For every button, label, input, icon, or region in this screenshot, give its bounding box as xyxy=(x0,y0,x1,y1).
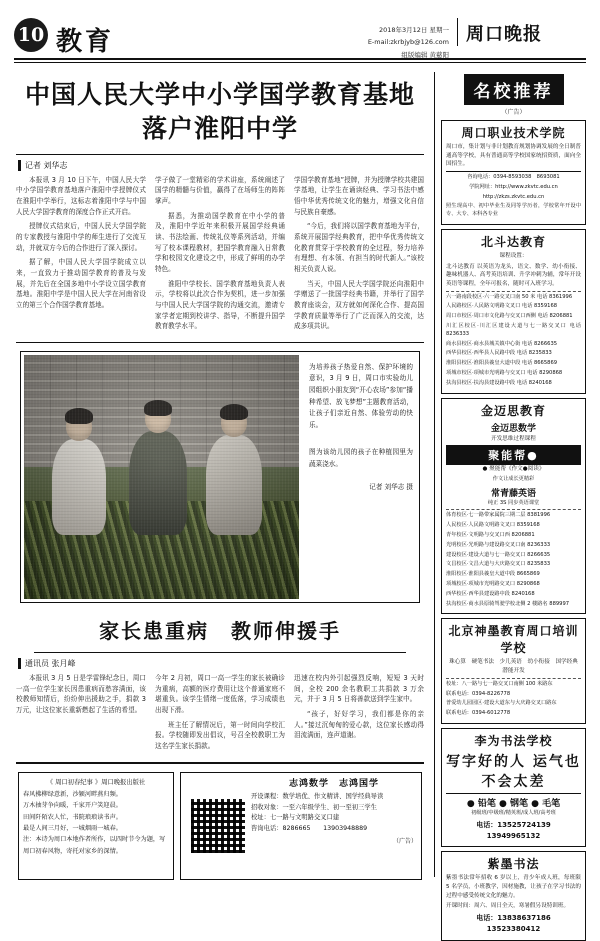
rail-item-beijing-shenmo-school[interactable] xyxy=(441,618,586,724)
ad-phone[interactable]: 联系电话：0394-8226778 xyxy=(446,690,511,697)
lead-body xyxy=(16,175,424,336)
ad-paragraph: 紫墨书法常年招收 6 岁以上，青少年成人班，每班限 5 名学员，小班教学，因材施教，让孩子在学习书法的过程中感受传统文化的魅力。 xyxy=(446,875,581,899)
poem-line: 最是人间三月好，一城烟雨一城春。 xyxy=(23,825,122,833)
poem-title: 《 周口初春纪事 》周口晚报出版社 xyxy=(46,778,146,786)
ad-item: ● 铅笔 ● 钢笔 ● 毛笔 xyxy=(466,798,561,809)
ad-line: 开设课程：数学培优、作文精讲、国学经典导读 xyxy=(251,792,384,800)
poem-line: 田间阡陌农人忙，书院琅琅读书声。 xyxy=(23,813,122,821)
divider xyxy=(446,509,581,510)
ad-branch[interactable]: 项城校区·项城市光明路交叉口 8290868 xyxy=(446,581,540,588)
ad-branch[interactable]: 西华县校区·西华县人民路中段 电话 8235833 xyxy=(446,350,552,357)
ad-branch[interactable]: 淮阳校区·淮阳县羲皇大道中段 8665869 xyxy=(446,571,540,578)
ad-branch[interactable]: 建设校区·建设大道与七一路交叉口 8266635 xyxy=(446,551,551,558)
ad-classes: 初级班/中级班/精英班/成人班/高考班 xyxy=(471,809,556,816)
paper-name: 周口晚报 xyxy=(466,24,542,45)
ad-courses: 珠心算 硬笔书法 少儿英语 幼小衔接 国学经典 潜能开发 xyxy=(449,659,584,675)
page-number: 10 xyxy=(14,18,48,52)
poem-box xyxy=(18,772,174,880)
date-line: 2018年3月12日 星期一 xyxy=(378,26,449,34)
divider-bold xyxy=(16,762,424,764)
divider xyxy=(446,678,581,679)
bottom-blocks xyxy=(18,772,422,880)
ad-branch[interactable]: 商水县校区·商水县城关镇中心街 电话 8266635 xyxy=(446,340,558,347)
ad-item: 常青藤英语 xyxy=(490,488,536,499)
photo-caption xyxy=(309,362,413,494)
ad-branch[interactable]: 体育校区·七一路带家属院三期二层 8381996 xyxy=(446,512,551,519)
ad-slogan: 写字好的人 运气也不会太差 xyxy=(446,753,581,790)
ad-title: 北斗达教育 xyxy=(480,234,546,249)
paragraph: 学国学教育基地”授牌，并为授牌学校共建国学基地，让学生在诵读经典、学习书法中感悟中华优秀传统文化的魅力，增强文化自信与民族自豪感。 xyxy=(294,175,424,216)
paragraph: 学子做了一堂精彩的学术讲座，系统阐述了国学的精髓与价值，赢得了在场师生的阵阵掌声。 xyxy=(155,175,285,205)
advertisement-box[interactable] xyxy=(180,772,422,880)
divider xyxy=(446,171,581,172)
caption-credit: 记者 刘华志 摄 xyxy=(369,483,413,492)
news-photo xyxy=(24,355,299,599)
lead-column-1 xyxy=(16,175,146,336)
paragraph: 本报讯 3 月 10 日下午，中国人民大学中小学国学教育基地落户淮阳中学授牌仪式在淮阳中学举行，这标志着淮阳中学与中国人民大学国学教育的深度合作正式开启。 xyxy=(16,175,146,216)
ad-phone[interactable]: 咨询电话：8286665 13903948889 xyxy=(251,825,368,833)
rail-item-liweishu-calligraphy-school[interactable] xyxy=(441,728,586,847)
masthead-rule xyxy=(14,58,586,60)
ad-branch[interactable]: 文昌校区·文昌大道与大庆路交叉口 8235833 xyxy=(446,561,551,568)
rail-item-zhoukou-vocational[interactable] xyxy=(441,120,586,225)
ad-website-alt[interactable]: http://zkzs.zkvtc.edu.cn xyxy=(482,193,545,200)
ad-title: 李为书法学校 xyxy=(474,733,553,748)
lead-byline: 记者 刘华志 xyxy=(18,160,426,171)
ad-phone[interactable]: 电话：13525724139 13949965132 xyxy=(476,820,558,840)
ad-branch[interactable]: 人民校区·人民路文明路文叉口 8359168 xyxy=(446,522,540,529)
ad-brand-badge: 聚能帮● xyxy=(446,445,581,465)
poem-line: 万木抽芽争向暖，千家开户笑迎晨。 xyxy=(23,802,122,810)
paragraph: 当天，中国人民大学国学院还向淮阳中学赠送了一批国学经典书籍，并举行了国学教育座谈会，双方就如何深化合作、提高国学教育质量等举行了广泛而深入的交流，达成多项共识。 xyxy=(294,279,424,331)
second-column-1 xyxy=(16,673,146,756)
ad-phone[interactable]: 联系电话：0394-6012778 xyxy=(446,710,511,717)
ad-item: 开发思维过程课程 xyxy=(491,435,536,442)
masthead xyxy=(14,18,586,68)
qr-code[interactable] xyxy=(191,799,245,853)
rail-title-text: 名校推荐 xyxy=(464,74,564,105)
ad-item: 作文让成长更精彩 xyxy=(492,475,535,482)
paragraph: 今年 2 月初，周口一高一学生的家长被确诊为重病，高额的医疗费用让这个普通家庭不堪重负。该学生情绪一度低落，学习成绩也出现下滑。 xyxy=(155,673,285,714)
paragraph: 据了解，中国人民大学国学院成立以来，一直致力于推动国学教育的普及与发展，并先后在全国多地中小学设立国学教育基地。淮阳中学是中国人民大学在河南省设立的第三个合作国学教育基地。 xyxy=(16,258,146,309)
ad-paragraph: 周口市，集计划与非计划教育规划协调发展的全日制普通高等学校，具有普通高等学校国家统招资质，面向全国招生。 xyxy=(446,144,581,168)
paragraph: 班主任了解情况后，第一时间向学校汇报。学校随即发出倡议，号召全校教职工为这名学生家长捐款。 xyxy=(155,720,285,750)
ad-contact[interactable]: 咨询电话：0394-8593038 8693081 xyxy=(467,173,560,180)
ad-branch[interactable]: 光明校区·光明路与建设路交叉口南 8236333 xyxy=(446,541,551,548)
ad-branch[interactable]: 周口市校区·周口市文化路与交叉口西侧 电话 8206881 xyxy=(446,313,573,320)
ad-title: 紫墨书法 xyxy=(487,857,540,872)
paragraph: 本报讯 3 月 5 日是学雷锋纪念日，周口一高一位学生家长因患重病而愁容满面，该校教师知情后，纷纷伸出援助之手，捐款 3 万元，让这位家长重新燃起了生活的希望。 xyxy=(16,673,146,714)
ad-subtitle: 课程设置： xyxy=(499,252,528,259)
divider xyxy=(446,793,581,794)
rail-item-zimo-calligraphy[interactable] xyxy=(441,851,586,940)
ad-branch[interactable]: 项城市校区·项城市光明路与交叉口 电话 8290868 xyxy=(446,369,563,376)
ad-item: 金迈思数学 xyxy=(490,423,536,434)
ad-item: 纯正 3S 同步英语课堂 xyxy=(487,499,540,506)
paragraph: 授牌仪式结束后，中国人民大学国学院的专家教授与淮阳中学的师生进行了交流互动，并就双方今后的合作进行了深入探讨。 xyxy=(16,222,146,252)
ad-phone[interactable]: 电话：13838637186 13523380412 xyxy=(476,914,558,933)
divider xyxy=(16,342,424,343)
ad-branch[interactable]: 青年校区·文明路与交叉口西 8206881 xyxy=(446,532,535,539)
paragraph: 据悉，为推动国学教育在中小学的普及，淮阳中学近年来积极开展国学经典诵读、书法绘画、传统礼仪等系列活动，并编写了校本课程教材，把国学教育融入日常教学和校园文化建设之中，形成了鲜明的办学特色。 xyxy=(155,211,285,273)
second-byline: 通讯员 张月峰 xyxy=(18,658,426,669)
ad-paragraph: 北斗达教育 以英语为龙头，语文、数学、幼小衔接、趣味机器人、高考英语培训、升学冲刺为辅，常年开设英语等课程，全年可报名，随时可入班学习。 xyxy=(446,263,581,287)
paper-logo xyxy=(457,18,586,46)
rail-item-beidou-education[interactable] xyxy=(441,229,586,394)
ad-website[interactable]: 学院网址：http://www.zkvtc.edu.cn xyxy=(469,183,558,190)
email-line: E-mail:zkrbjyb@126.com xyxy=(367,38,449,47)
lead-column-3 xyxy=(294,175,424,336)
ad-title: 金迈思教育 xyxy=(480,403,546,418)
rail-item-jinmaisi-education[interactable] xyxy=(441,398,586,615)
ad-paragraph: 开课时间：周六、周日全天，寒暑假另设特训班。 xyxy=(446,903,570,910)
ad-brand: 志鸿数学 志鸿国学 xyxy=(288,778,379,789)
ad-branch[interactable]: 扶沟校区·商水县原骑驾驶学校北侧 2 楼路名 889997 xyxy=(446,600,570,607)
ad-branch[interactable]: 六一路南段校区·六一路交叉口南 50 米 电话 8361996 xyxy=(446,293,573,300)
photo-grain xyxy=(24,355,299,599)
poem-body xyxy=(23,789,169,858)
paragraph: 迅速在校内外引起强烈反响，短短 3 天时间，全校 200 余名教职工共捐款 3 万余元，并于 3 月 5 日将善款送到学生家中。 xyxy=(294,673,424,704)
ad-address: 普爱幼儿园园区·建设大道东与大庆路交叉口路东 xyxy=(446,700,557,707)
rail-title xyxy=(441,74,586,116)
ad-text xyxy=(251,777,417,875)
lead-headline-line1: 中国人民大学中小学国学教育基地 xyxy=(24,80,415,109)
lead-headline-line2: 落户淮阳中学 xyxy=(141,113,298,143)
second-column-3 xyxy=(294,673,424,756)
second-column-2 xyxy=(155,673,285,756)
photo-block xyxy=(20,351,420,603)
main-content xyxy=(14,72,426,877)
ad-branch[interactable]: 人民路校区·人民路文明路文叉口 电话 8359168 xyxy=(446,303,558,310)
caption-part-2: 图为该幼儿园的孩子在种植园里为蔬菜浇水。 xyxy=(309,448,413,468)
poem-note: 注：本诗为周口本地作者所作，以四时节令为题，写周口初春风物，寄托对家乡的深情。 xyxy=(23,836,166,855)
paragraph: “今后，我们将以国学教育基地为平台，系统开展国学经典教育，把中华优秀传统文化教育贯穿于学校教育的全过程，努力培养有理想、有本领、有担当的时代新人。”该校相关负责人说。 xyxy=(294,222,424,273)
second-headline: 家长患重病 教师伸援手 xyxy=(99,618,341,643)
ad-branch[interactable]: 川汇区校区·川汇区建设大道与七一路交叉口 电话 8236333 xyxy=(446,322,581,337)
rail-ad-mark: （广告） xyxy=(501,109,526,116)
ad-address: 校址：八一路与七一路交叉口南侧 100 米路东 xyxy=(446,680,553,687)
section-title: 教育 xyxy=(56,27,115,57)
divider xyxy=(446,291,581,292)
ad-branch[interactable]: 淮阳县校区·淮阳县羲皇大道中段 电话 8665869 xyxy=(446,360,558,367)
ad-rail xyxy=(434,72,586,933)
second-body xyxy=(16,673,424,756)
ad-title: 北京神墨教育周口培训学校 xyxy=(448,624,579,656)
masthead-rule-2 xyxy=(14,62,586,63)
lead-column-2 xyxy=(155,175,285,336)
ad-item: ● 聚能帮《作文●阅读》 xyxy=(482,466,545,473)
ad-mark: （广告） xyxy=(392,837,417,845)
lead-headline xyxy=(14,78,426,146)
paragraph: “孩子，好好学习，我们都是你的亲人。”接过沉甸甸的爱心款，这位家长感动得泪流满面，连声道谢。 xyxy=(294,709,424,740)
headline-rule xyxy=(16,154,424,155)
ad-footer: 照生现高中、初中毕业生及同等学历者，学校常年开设中专、大专、本科各专业 xyxy=(446,203,581,218)
ad-line: 校址：七一路与文明路交叉口建 xyxy=(251,814,340,822)
photo-scene xyxy=(24,355,299,599)
caption-part-1: 为培养孩子热爱自然、保护环境的意识，3 月 9 日，周口市实验幼儿园组织小朋友到“开心农场”参加“播种希望、放飞梦想”主题教育活动，让孩子们亲近自然、体验劳动的快乐。 xyxy=(309,362,413,429)
ad-branch[interactable]: 扶沟县校区·扶沟县建设路中段 电话 8240168 xyxy=(446,379,552,386)
editor-line: 组版编辑 黄慈阳 xyxy=(401,50,449,59)
poem-line: 春风拂柳绿意新，沙颍河畔燕归频。 xyxy=(23,790,122,798)
second-headline-rule xyxy=(34,652,406,653)
paragraph: 淮阳中学校长、国学教育基地负责人表示，学校将以此次合作为契机，进一步加强与中国人民大学国学院的沟通交流，邀请专家学者定期到校讲学、指导，不断提升国学教育教学水平。 xyxy=(155,279,285,331)
ad-title: 周口职业技术学院 xyxy=(461,126,566,140)
ad-branch[interactable]: 西华校区·西华县建设路中段 8240168 xyxy=(446,590,535,597)
ad-line: 招收对象：一至六年级学生、初一至初三学生 xyxy=(251,803,377,811)
masthead-meta xyxy=(264,24,449,61)
